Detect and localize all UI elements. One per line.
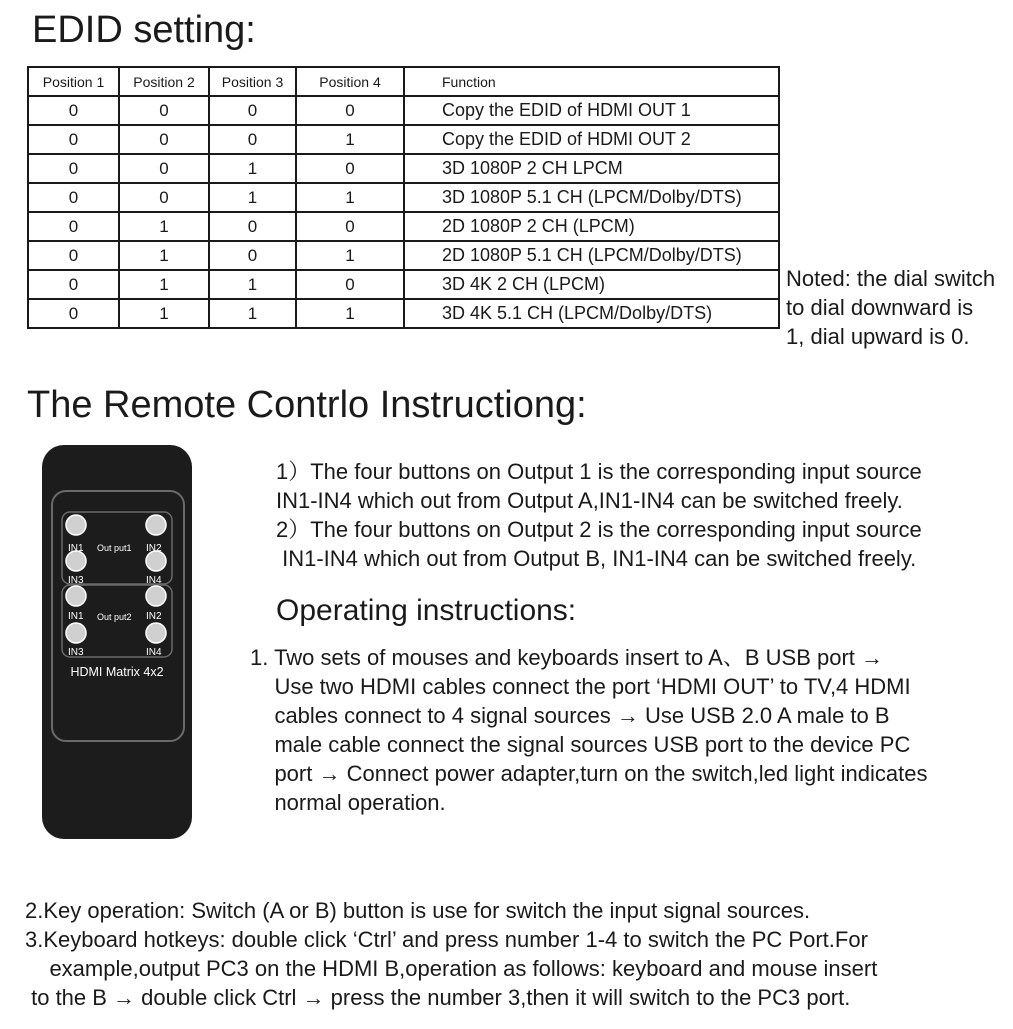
out1-in4-button[interactable] [146,551,166,571]
edid-position-cell: 0 [209,241,296,270]
header-position-2: Position 2 [119,67,209,96]
edid-position-cell: 0 [28,270,119,299]
edid-row [28,96,779,125]
edid-row [28,212,779,241]
edid-position-cell: 1 [209,299,296,328]
edid-title: EDID setting: [32,9,256,51]
edid-position-cell: 0 [119,183,209,212]
header-function: Function [404,67,779,96]
header-position-3: Position 3 [209,67,296,96]
edid-row [28,154,779,183]
edid-row [28,125,779,154]
remote-body [42,445,192,839]
edid-position-cell: 1 [119,241,209,270]
out1-in2-label: IN2 [146,543,162,554]
remote-model-label: HDMI Matrix 4x2 [70,665,164,679]
out2-in4-button[interactable] [146,623,166,643]
edid-function-cell: 3D 1080P 5.1 CH (LPCM/Dolby/DTS) [404,183,779,212]
edid-function-cell: 2D 1080P 2 CH (LPCM) [404,212,779,241]
out2-in2-label: IN2 [146,611,162,622]
edid-position-cell: 1 [296,125,404,154]
edid-position-cell: 1 [209,183,296,212]
out1-in3-label: IN3 [68,575,84,586]
edid-position-cell: 0 [296,154,404,183]
out2-in3-label: IN3 [68,647,84,658]
dial-switch-note: Noted: the dial switch to dial downward is 1, dial upward is 0. [786,266,996,349]
out1-in1-label: IN1 [68,543,84,554]
edid-row [28,299,779,328]
edid-function-cell: Copy the EDID of HDMI OUT 1 [404,96,779,125]
remote-control-image [42,445,192,839]
edid-position-cell: 0 [296,270,404,299]
edid-position-cell: 0 [209,125,296,154]
edid-function-cell: 3D 4K 2 CH (LPCM) [404,270,779,299]
out2-in1-label: IN1 [68,611,84,622]
out1-in1-button[interactable] [66,515,86,535]
edid-position-cell: 0 [209,212,296,241]
edid-row [28,241,779,270]
edid-position-cell: 0 [28,96,119,125]
header-position-4: Position 4 [296,67,404,96]
edid-position-cell: 1 [119,212,209,241]
remote-instructions: 1）The four buttons on Output 1 is the corresponding input source IN1-IN4 which out from Output A,IN1-IN4 can be switched freely. 2）The four buttons on Output 2 is the corresponding input source IN1-IN4 which out from Output B, IN1-IN4 can be switched freely. [276,459,922,571]
edid-row [28,270,779,299]
edid-position-cell: 1 [296,241,404,270]
out2-in4-label: IN4 [146,647,162,658]
edid-position-cell: 1 [119,299,209,328]
edid-function-cell: 3D 4K 5.1 CH (LPCM/Dolby/DTS) [404,299,779,328]
output1-label: Out put1 [97,543,132,553]
output2-label: Out put2 [97,612,132,622]
out2-in1-button[interactable] [66,586,86,606]
edid-position-cell: 0 [28,299,119,328]
edid-position-cell: 1 [209,270,296,299]
out2-in3-button[interactable] [66,623,86,643]
header-position-1: Position 1 [28,67,119,96]
edid-header-row [28,67,779,96]
edid-position-cell: 0 [119,96,209,125]
edid-position-cell: 1 [296,299,404,328]
edid-function-cell: Copy the EDID of HDMI OUT 2 [404,125,779,154]
edid-position-cell: 1 [209,154,296,183]
out2-in2-button[interactable] [146,586,166,606]
edid-position-cell: 1 [119,270,209,299]
operating-notes: 2.Key operation: Switch (A or B) button is use for switch the input signal sources. 3.Keyboard hotkeys: double click ‘Ctrl’ and press number 1-4 to switch the PC Port.For example,output PC3 on the HDMI B,operation as follows: keyboard and mouse insert to the B → double click Ctrl → press the number 3,then it will switch to the PC3 port. [25,898,878,1010]
operating-title: Operating instructions: [276,594,577,627]
edid-table [27,66,780,329]
edid-function-cell: 3D 1080P 2 CH LPCM [404,154,779,183]
edid-position-cell: 0 [28,154,119,183]
edid-position-cell: 0 [209,96,296,125]
out1-in4-label: IN4 [146,575,162,586]
edid-position-cell: 0 [296,96,404,125]
remote-section-title: The Remote Contrlo Instructiong: [27,384,587,426]
edid-function-cell: 2D 1080P 5.1 CH (LPCM/Dolby/DTS) [404,241,779,270]
out1-in2-button[interactable] [146,515,166,535]
operating-step-1: 1. Two sets of mouses and keyboards insert to A、B USB port → Use two HDMI cables connect the port ‘HDMI OUT’ to TV,4 HDMI cables connect to 4 signal sources → Use USB 2.0 A male to B male cable connect the signal sources USB port to the device PC port → Connect power adapter,turn on the switch,led light indicates normal operation. [250,645,928,815]
edid-position-cell: 0 [119,125,209,154]
edid-position-cell: 0 [296,212,404,241]
edid-position-cell: 0 [28,125,119,154]
edid-position-cell: 0 [28,241,119,270]
edid-position-cell: 0 [28,212,119,241]
edid-position-cell: 1 [296,183,404,212]
out1-in3-button[interactable] [66,551,86,571]
edid-position-cell: 0 [28,183,119,212]
edid-row [28,183,779,212]
edid-position-cell: 0 [119,154,209,183]
